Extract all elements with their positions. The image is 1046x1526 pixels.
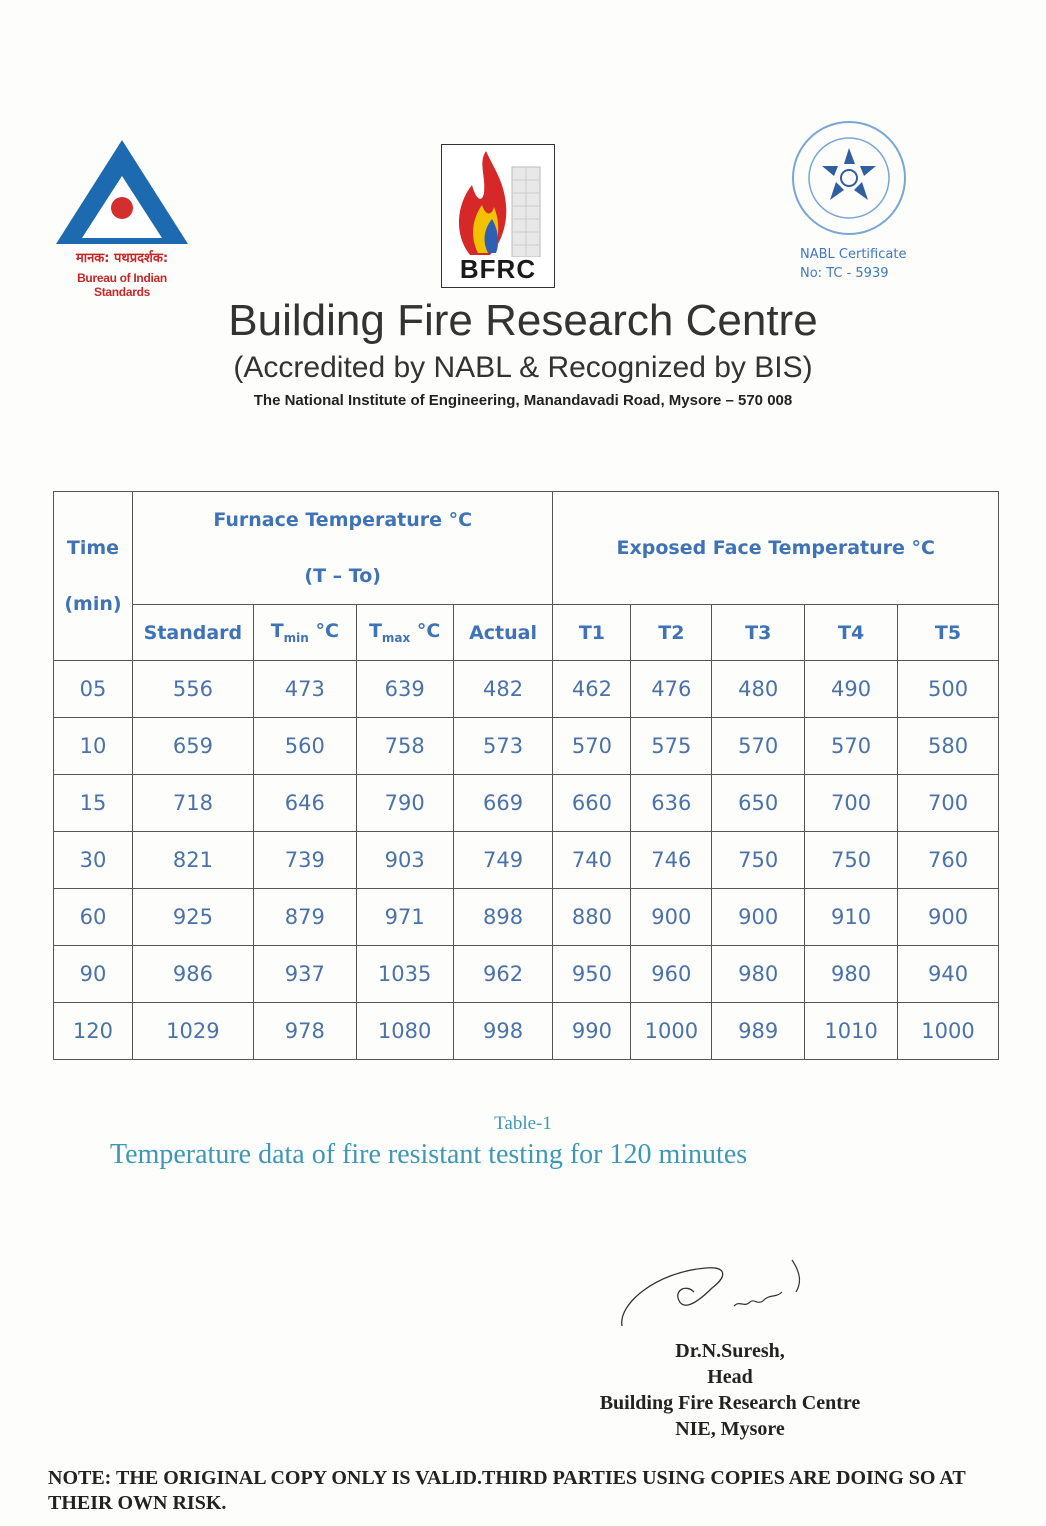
bis-english-name: Bureau of Indian Standards bbox=[77, 271, 167, 299]
temperature-cell: 639 bbox=[356, 661, 453, 718]
col-standard-header: Standard bbox=[132, 605, 253, 661]
bfrc-wordmark: BFRC bbox=[459, 254, 537, 284]
temperature-cell: 990 bbox=[553, 1003, 631, 1060]
table-row bbox=[54, 718, 999, 775]
temperature-cell: 937 bbox=[253, 946, 356, 1003]
time-cell: 120 bbox=[54, 1003, 133, 1060]
table-caption-label: Table-1 bbox=[494, 1113, 552, 1134]
furnace-header-formula: (T – To) bbox=[304, 565, 381, 587]
col-tmax-header: $T_{max}$ °C bbox=[356, 605, 453, 661]
signatory-block bbox=[560, 1338, 900, 1442]
time-cell: 60 bbox=[54, 889, 133, 946]
flame-building-icon bbox=[442, 145, 553, 257]
temperature-cell: 1035 bbox=[356, 946, 453, 1003]
temperature-cell: 821 bbox=[132, 832, 253, 889]
table-row bbox=[54, 889, 999, 946]
institute-address: The National Institute of Engineering, Manandavadi Road, Mysore – 570 008 bbox=[253, 392, 793, 409]
temperature-cell: 669 bbox=[453, 775, 553, 832]
furnace-temperature-header bbox=[132, 492, 553, 605]
validity-note: NOTE: THE ORIGINAL COPY ONLY IS VALID.THIRD PARTIES USING COPIES ARE DOING SO AT THEIR OWN RISK. bbox=[48, 1467, 966, 1514]
table-row bbox=[54, 775, 999, 832]
temperature-cell: 718 bbox=[132, 775, 253, 832]
page-subtitle: (Accredited by NABL & Recognized by BIS) bbox=[233, 351, 813, 384]
table-row bbox=[54, 661, 999, 718]
temperature-cell: 900 bbox=[898, 889, 999, 946]
time-cell: 90 bbox=[54, 946, 133, 1003]
time-cell: 15 bbox=[54, 775, 133, 832]
bis-triangle-icon bbox=[52, 136, 192, 248]
temperature-cell: 750 bbox=[805, 832, 898, 889]
temperature-cell: 758 bbox=[356, 718, 453, 775]
temperature-cell: 646 bbox=[253, 775, 356, 832]
table-row bbox=[54, 946, 999, 1003]
exposed-face-header: Exposed Face Temperature °C bbox=[553, 492, 999, 605]
temperature-cell: 790 bbox=[356, 775, 453, 832]
temperature-cell: 659 bbox=[132, 718, 253, 775]
signatory-organization: Building Fire Research Centre bbox=[599, 1392, 861, 1414]
temperature-cell: 962 bbox=[453, 946, 553, 1003]
temperature-cell: 1010 bbox=[805, 1003, 898, 1060]
furnace-header-label: Furnace Temperature °C bbox=[213, 509, 473, 531]
table-caption-text: Temperature data of fire resistant testing for 120 minutes bbox=[110, 1139, 748, 1170]
temperature-cell: 880 bbox=[553, 889, 631, 946]
temperature-cell: 898 bbox=[453, 889, 553, 946]
temperature-cell: 480 bbox=[712, 661, 805, 718]
temperature-cell: 575 bbox=[631, 718, 712, 775]
bis-hindi-motto: मानक: पथप्रदर्शक: bbox=[75, 251, 169, 266]
nabl-seal bbox=[784, 118, 914, 240]
temperature-cell: 570 bbox=[553, 718, 631, 775]
nabl-seal-icon bbox=[784, 118, 914, 240]
time-cell: 05 bbox=[54, 661, 133, 718]
temperature-cell: 900 bbox=[712, 889, 805, 946]
temperature-cell: 700 bbox=[805, 775, 898, 832]
temperature-cell: 482 bbox=[453, 661, 553, 718]
temperature-cell: 998 bbox=[453, 1003, 553, 1060]
page-title: Building Fire Research Centre bbox=[228, 296, 818, 345]
col-t3-header: T3 bbox=[712, 605, 805, 661]
temperature-cell: 750 bbox=[712, 832, 805, 889]
time-header-unit: (min) bbox=[64, 593, 122, 615]
temperature-cell: 1080 bbox=[356, 1003, 453, 1060]
temperature-cell: 462 bbox=[553, 661, 631, 718]
col-tmin-header: $T_{min}$ °C bbox=[253, 605, 356, 661]
temperature-cell: 740 bbox=[553, 832, 631, 889]
table-row bbox=[54, 1003, 999, 1060]
temperature-cell: 980 bbox=[805, 946, 898, 1003]
temperature-cell: 940 bbox=[898, 946, 999, 1003]
temperature-cell: 1000 bbox=[898, 1003, 999, 1060]
temperature-cell: 490 bbox=[805, 661, 898, 718]
temperature-cell: 960 bbox=[631, 946, 712, 1003]
time-header-label: Time bbox=[66, 537, 120, 559]
nabl-cert-label: NABL Certificate bbox=[800, 247, 907, 262]
temperature-cell: 989 bbox=[712, 1003, 805, 1060]
table-row bbox=[54, 832, 999, 889]
handwritten-signature bbox=[616, 1254, 816, 1334]
temperature-cell: 978 bbox=[253, 1003, 356, 1060]
temperature-cell: 879 bbox=[253, 889, 356, 946]
signatory-place: NIE, Mysore bbox=[675, 1418, 785, 1440]
table-body bbox=[54, 661, 999, 1060]
temperature-cell: 573 bbox=[453, 718, 553, 775]
temperature-cell: 980 bbox=[712, 946, 805, 1003]
col-t4-header: T4 bbox=[805, 605, 898, 661]
temperature-cell: 660 bbox=[553, 775, 631, 832]
time-cell: 10 bbox=[54, 718, 133, 775]
temperature-cell: 749 bbox=[453, 832, 553, 889]
temperature-cell: 746 bbox=[631, 832, 712, 889]
col-t5-header: T5 bbox=[898, 605, 999, 661]
temperature-cell: 473 bbox=[253, 661, 356, 718]
time-cell: 30 bbox=[54, 832, 133, 889]
temperature-cell: 925 bbox=[132, 889, 253, 946]
col-t2-header: T2 bbox=[631, 605, 712, 661]
temperature-cell: 986 bbox=[132, 946, 253, 1003]
temperature-cell: 476 bbox=[631, 661, 712, 718]
temperature-cell: 700 bbox=[898, 775, 999, 832]
signatory-role: Head bbox=[707, 1366, 753, 1388]
temperature-cell: 1029 bbox=[132, 1003, 253, 1060]
temperature-cell: 556 bbox=[132, 661, 253, 718]
temperature-cell: 739 bbox=[253, 832, 356, 889]
temperature-cell: 650 bbox=[712, 775, 805, 832]
time-header bbox=[54, 492, 133, 661]
col-actual-header: Actual bbox=[453, 605, 553, 661]
temperature-cell: 760 bbox=[898, 832, 999, 889]
temperature-table bbox=[53, 491, 999, 1060]
temperature-cell: 580 bbox=[898, 718, 999, 775]
temperature-cell: 570 bbox=[805, 718, 898, 775]
temperature-cell: 903 bbox=[356, 832, 453, 889]
temperature-cell: 570 bbox=[712, 718, 805, 775]
bis-logo bbox=[52, 136, 192, 299]
temperature-cell: 1000 bbox=[631, 1003, 712, 1060]
temperature-cell: 900 bbox=[631, 889, 712, 946]
temperature-cell: 910 bbox=[805, 889, 898, 946]
signatory-name: Dr.N.Suresh, bbox=[675, 1340, 785, 1362]
temperature-cell: 636 bbox=[631, 775, 712, 832]
temperature-cell: 560 bbox=[253, 718, 356, 775]
temperature-cell: 950 bbox=[553, 946, 631, 1003]
bfrc-logo bbox=[441, 144, 555, 288]
nabl-cert-number: No: TC - 5939 bbox=[800, 266, 889, 281]
temperature-cell: 971 bbox=[356, 889, 453, 946]
nabl-certificate-info bbox=[800, 245, 960, 283]
temperature-cell: 500 bbox=[898, 661, 999, 718]
col-t1-header: T1 bbox=[553, 605, 631, 661]
